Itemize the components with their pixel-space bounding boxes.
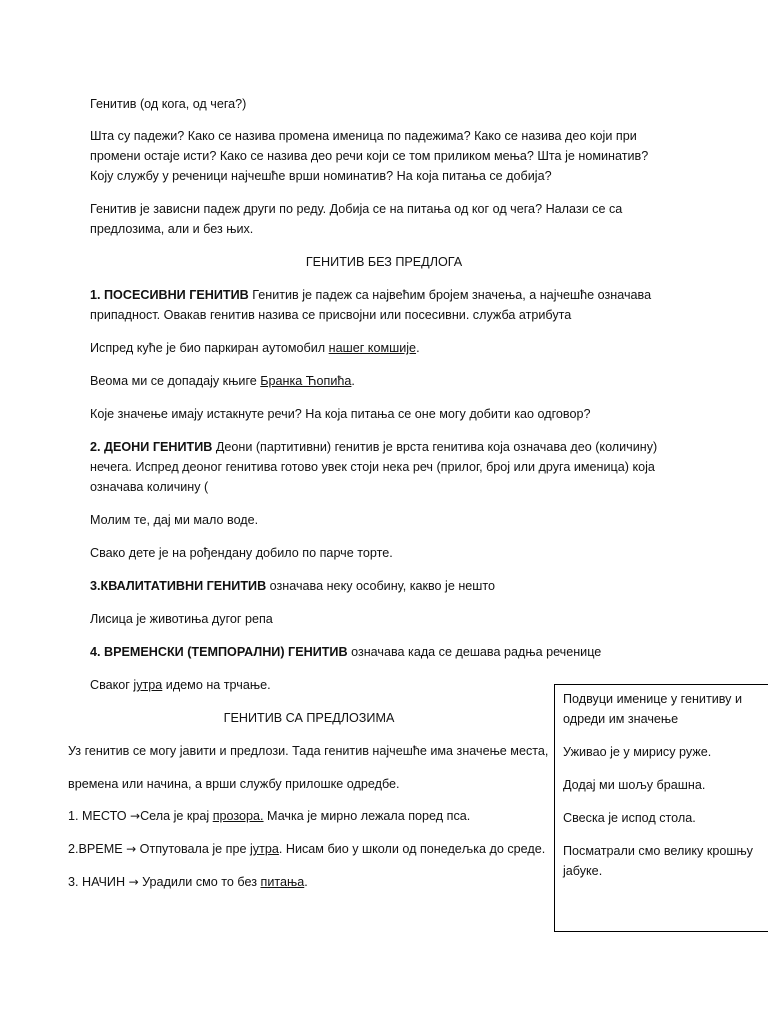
place-example: 1. МЕСТО →Села је крај прозора. Мачка је мирно лежала поред пса. xyxy=(68,809,471,823)
section-4-heading: 4. ВРЕМЕНСКИ (ТЕМПОРАЛНИ) ГЕНИТИВ xyxy=(90,645,348,659)
section-1-question: Које значење имају истакнуте речи? На која питања се оне могу добити као одговор? xyxy=(90,407,591,421)
doc-title: Генитив (од кога, од чега?) xyxy=(90,97,247,111)
underlined-genitive: прозора. xyxy=(212,809,264,823)
section-1-text: Генитив је падеж са највећим бројем значења, а најчешће означава xyxy=(248,288,652,302)
exercise-instruction-line-2: одреди им значење xyxy=(563,712,679,726)
section-3-heading: 3.КВАЛИТАТИВНИ ГЕНИТИВ xyxy=(90,579,267,593)
manner-example: 3. НАЧИН → Урадили смо то без питања. xyxy=(68,875,308,889)
section-1-line-2: припадност. Овакав генитив назива се присвојни или посесивни. служба атрибута xyxy=(90,308,572,322)
exercise-instruction-line-1: Подвуци именице у генитиву и xyxy=(563,692,742,706)
example-partitive-2: Свако дете је на рођендану добило по парче торте. xyxy=(90,546,393,560)
heading-without-prepositions: ГЕНИТИВ БЕЗ ПРЕДЛОГА xyxy=(305,255,463,269)
definition-line-2: предлозима, али и без њих. xyxy=(90,222,254,236)
section-2-heading: 2. ДЕОНИ ГЕНИТИВ xyxy=(90,440,213,454)
prepositions-line-1: Уз генитив се могу јавити и предлози. Тада генитив најчешће има значење места, xyxy=(68,744,549,758)
heading-with-prepositions: ГЕНИТИВ СА ПРЕДЛОЗИМА xyxy=(223,711,395,725)
example-possessive-2: Веома ми се допадају књиге Бранка Ћопића. xyxy=(90,374,355,388)
section-1-line-1 xyxy=(90,285,651,305)
underlined-genitive: јутра xyxy=(250,842,279,856)
intro-line-1: Шта су падежи? Како се назива промена именица по падежима? Како се назива део који при xyxy=(90,129,637,143)
exercise-sentence-4-line-1: Посматрали смо велику крошњу xyxy=(563,844,753,858)
underlined-genitive: нашег комшије xyxy=(328,341,417,355)
exercise-sentence-3: Свеска је испод стола. xyxy=(563,811,696,825)
section-2-line-1: 2. ДЕОНИ ГЕНИТИВ Деони (партитивни) генитив је врста генитива која означава део (количину) xyxy=(90,440,658,454)
exercise-box xyxy=(554,684,768,932)
example-qualitative: Лисица је животиња дугог репа xyxy=(90,612,273,626)
example-partitive-1: Молим те, дај ми мало воде. xyxy=(90,513,259,527)
exercise-sentence-4-line-2: јабуке. xyxy=(563,864,603,878)
underlined-genitive: јутра xyxy=(133,678,163,692)
section-4-line-1: 4. ВРЕМЕНСКИ (ТЕМПОРАЛНИ) ГЕНИТИВ означава када се дешава радња реченице xyxy=(90,645,602,659)
definition-line-1: Генитив је зависни падеж други по реду. Добија се на питања од ког од чега? Налази се са xyxy=(90,202,623,216)
section-2-line-3: означава количину ( xyxy=(90,480,209,494)
section-1-heading: 1. ПОСЕСИВНИ ГЕНИТИВ xyxy=(90,288,249,302)
arrow-right-icon: → xyxy=(126,842,137,856)
section-2-line-2: нечега. Испред деоног генитива готово увек стоји нека реч (прилог, број или друга именица) која xyxy=(90,460,655,474)
exercise-sentence-2: Додај ми шољу брашна. xyxy=(563,778,706,792)
underlined-genitive: питања xyxy=(260,875,305,889)
arrow-right-icon: → xyxy=(130,809,141,823)
example-temporal: Сваког јутра идемо на трчање. xyxy=(90,678,271,692)
prepositions-line-2: времена или начина, а врши службу прилошке одредбе. xyxy=(68,777,400,791)
arrow-right-icon: → xyxy=(128,875,139,889)
time-example: 2.ВРЕМЕ → Отпутовала је пре јутра. Нисам био у школи од понедељка до среде. xyxy=(68,842,546,856)
intro-line-2: промени остаје исти? Како се назива део речи који се том приликом мења? Шта је номинатив? xyxy=(90,149,649,163)
section-3-line-1: 3.КВАЛИТАТИВНИ ГЕНИТИВ означава неку особину, какво је нешто xyxy=(90,579,496,593)
example-possessive-1: Испред куће је био паркиран аутомобил нашег комшије. xyxy=(90,341,420,355)
exercise-sentence-1: Уживао је у мирису руже. xyxy=(563,745,712,759)
intro-line-3: Коју службу у реченици најчешће врши номинатив? На која питања се добија? xyxy=(90,169,552,183)
underlined-genitive: Бранка Ћопића xyxy=(260,374,352,388)
